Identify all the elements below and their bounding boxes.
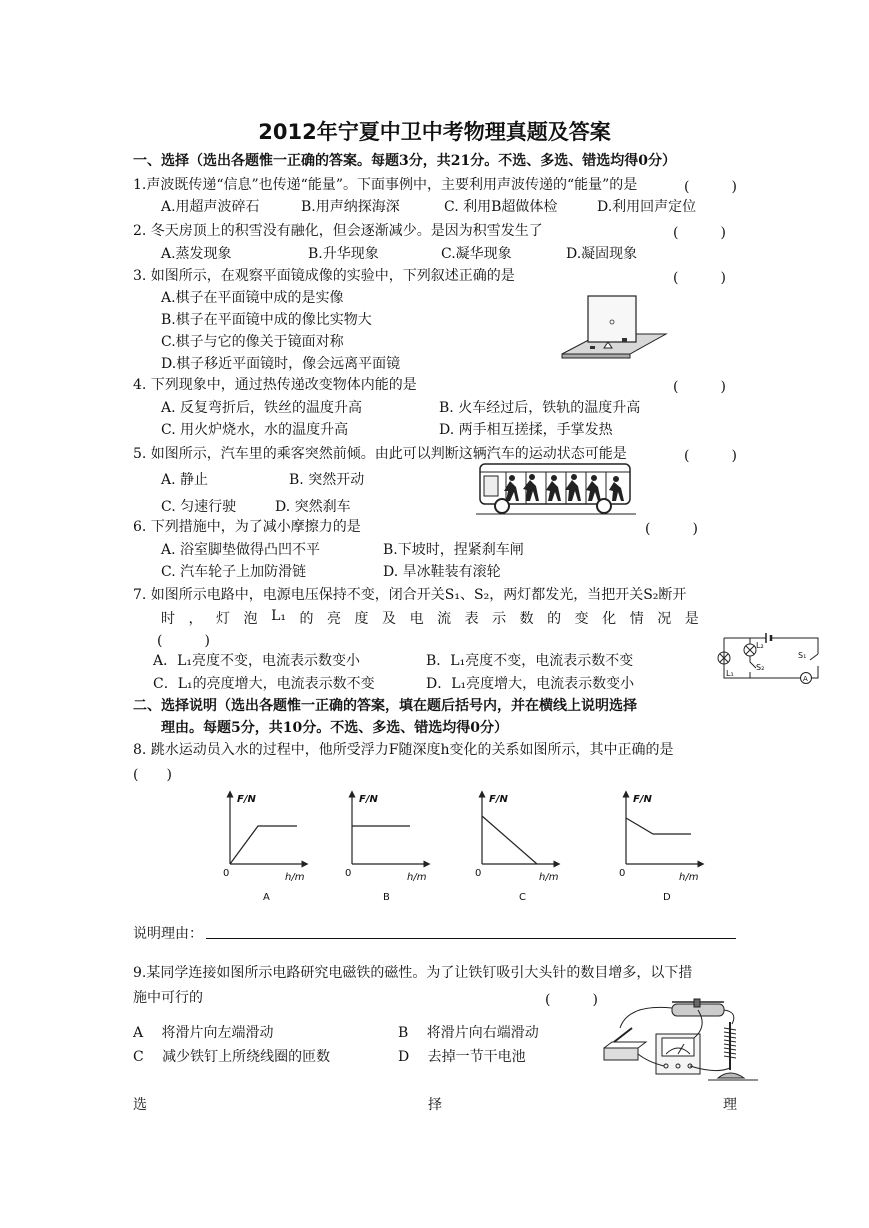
- q9-stem-line1: 9.某同学连接如图所示电路研究电磁铁的磁性。为了让铁钉吸引大头针的数目增多，以下措: [133, 965, 693, 981]
- svg-text:F/N: F/N: [237, 794, 256, 805]
- q4-stem: 4. 下列现象中，通过热传递改变物体内能的是: [133, 377, 417, 393]
- q2-answer-paren: ( ): [673, 225, 726, 241]
- q6-option-c: C. 汽车轮子上加防滑链: [161, 564, 307, 580]
- q2-option-d: D.凝固现象: [566, 246, 638, 262]
- q5-option-a: A. 静止: [161, 472, 209, 488]
- svg-text:F/N: F/N: [489, 794, 508, 805]
- q3-option-a: A.棋子在平面镜中成的是实像: [161, 290, 344, 306]
- q8-letter-a: A: [263, 892, 270, 903]
- q8-graph-a: [223, 794, 305, 903]
- svg-text:F/N: F/N: [359, 794, 378, 805]
- q8-graph-c: [475, 794, 559, 903]
- q1-option-c: C. 利用B超做体检: [444, 199, 558, 215]
- q9-stem-line2: 施中可行的: [133, 990, 203, 1006]
- q6-stem: 6. 下列措施中，为了减小摩擦力的是: [133, 519, 361, 535]
- svg-text:0: 0: [345, 868, 352, 879]
- q8-reason-blank[interactable]: [206, 938, 736, 939]
- q1-stem: 1.声波既传递“信息”也传递“能量”。下面事例中，主要利用声波传递的“能量”的是: [133, 177, 638, 193]
- q6-answer-paren: ( ): [645, 521, 698, 537]
- q7-label-ammeter: A: [803, 675, 808, 683]
- q1-option-b: B.用声纳探海深: [301, 199, 400, 215]
- svg-text:F/N: F/N: [633, 794, 652, 805]
- q3-option-c: C.棋子与它的像关于镜面对称: [161, 334, 344, 350]
- q5-stem: 5. 如图所示，汽车里的乘客突然前倾。由此可以判断这辆汽车的运动状态可能是: [133, 446, 627, 462]
- q8-graph-d: [619, 794, 701, 903]
- page-title: 2012年宁夏中卫中考物理真题及答案: [258, 120, 611, 144]
- q8-letter-d: D: [663, 892, 671, 903]
- q7-circuit-figure: [710, 628, 830, 692]
- q4-option-c: C. 用火炉烧水，水的温度升高: [161, 422, 349, 438]
- q9-reason-char-1: 选: [133, 1097, 147, 1113]
- q5-option-b: B. 突然开动: [289, 472, 365, 488]
- q6-option-d: D. 旱冰鞋装有滚轮: [383, 564, 501, 580]
- q8-graph-b: [345, 794, 427, 903]
- q9-reason-char-2: 择: [428, 1097, 442, 1113]
- q9-option-b: B 将滑片向右端滑动: [398, 1025, 539, 1041]
- q8-letter-b: B: [383, 892, 390, 903]
- section2-heading-line2: 理由。每题5分，共10分。不选、多选、错选均得0分）: [161, 720, 508, 736]
- q1-option-a: A.用超声波碎石: [161, 199, 260, 215]
- q4-answer-paren: ( ): [673, 379, 726, 395]
- q4-option-d: D. 两手相互搓揉，手掌发热: [439, 422, 613, 438]
- q7-stem-line1: 7. 如图所示电路中，电源电压保持不变，闭合开关S₁、S₂，两灯都发光，当把开关S₂断开: [133, 587, 687, 603]
- q2-option-a: A.蒸发现象: [161, 246, 232, 262]
- svg-text:h/m: h/m: [285, 872, 305, 883]
- q4-option-b: B. 火车经过后，铁轨的温度升高: [439, 400, 641, 416]
- q8-graphs-figure: [215, 788, 725, 906]
- q7-label-l2: L₂: [756, 641, 764, 650]
- q7-option-b: B．L₁亮度不变，电流表示数不变: [426, 653, 634, 669]
- q9-reason-line: [133, 1094, 737, 1114]
- q3-stem: 3. 如图所示，在观察平面镜成像的实验中，下列叙述正确的是: [133, 268, 515, 284]
- svg-text:0: 0: [619, 868, 626, 879]
- q5-answer-paren: ( ): [684, 448, 737, 464]
- svg-text:h/m: h/m: [539, 872, 559, 883]
- q2-option-c: C.凝华现象: [441, 246, 512, 262]
- q2-option-b: B.升华现象: [308, 246, 379, 262]
- q7-label-s1: S₁: [798, 651, 807, 660]
- q5-option-c: C. 匀速行驶: [161, 499, 237, 515]
- q5-bus-figure: [476, 460, 636, 518]
- q5-option-d: D. 突然刹车: [275, 499, 351, 515]
- q8-reason-label: 说明理由：: [133, 926, 203, 942]
- q1-option-d: D.利用回声定位: [597, 199, 697, 215]
- q7-label-s2: S₂: [756, 663, 765, 672]
- svg-text:0: 0: [223, 868, 230, 879]
- q4-option-a: A. 反复弯折后，铁丝的温度升高: [161, 400, 363, 416]
- q8-answer-paren: ( ): [133, 767, 172, 783]
- q2-stem: 2. 冬天房顶上的积雪没有融化，但会逐渐减少。是因为积雪发生了: [133, 223, 543, 239]
- q3-option-d: D.棋子移近平面镜时，像会远离平面镜: [161, 356, 401, 372]
- svg-text:h/m: h/m: [679, 872, 699, 883]
- q9-answer-paren: ( ): [545, 992, 598, 1008]
- q3-answer-paren: ( ): [673, 270, 726, 286]
- q3-mirror-figure: [560, 292, 670, 366]
- section2-heading-line1: 二、选择说明（选出各题惟一正确的答案，填在题后括号内，并在横线上说明选择: [133, 698, 637, 714]
- q6-option-a: A. 浴室脚垫做得凸凹不平: [161, 542, 321, 558]
- q7-option-c: C．L₁的亮度增大，电流表示数不变: [153, 676, 375, 692]
- q9-electromagnet-figure: [598, 998, 764, 1084]
- q7-stem-line2: 时 ， 灯 泡 L₁ 的 亮 度 及 电 流 表 示 数 的 变 化 情 况 是: [161, 608, 699, 627]
- svg-text:h/m: h/m: [407, 872, 427, 883]
- q8-stem: 8. 跳水运动员入水的过程中，他所受浮力F随深度h变化的关系如图所示，其中正确的是: [133, 742, 674, 758]
- q3-option-b: B.棋子在平面镜中成的像比实物大: [161, 312, 372, 328]
- q6-option-b: B.下坡时，捏紧刹车闸: [383, 542, 524, 558]
- q7-label-l1: L₁: [726, 669, 734, 678]
- svg-text:0: 0: [475, 868, 482, 879]
- section1-heading: 一、选择（选出各题惟一正确的答案。每题3分，共21分。不选、多选、错选均得0分）: [133, 153, 676, 169]
- q7-answer-paren: ( ): [157, 633, 210, 649]
- q9-option-a: A 将滑片向左端滑动: [133, 1025, 274, 1041]
- q9-option-c: C 减少铁钉上所绕线圈的匝数: [133, 1049, 331, 1065]
- q7-option-a: A．L₁亮度不变，电流表示数变小: [153, 653, 361, 669]
- q8-letter-c: C: [519, 892, 526, 903]
- q9-reason-char-3: 理: [723, 1097, 737, 1113]
- q1-answer-paren: ( ): [684, 179, 737, 195]
- q7-option-d: D．L₁亮度增大，电流表示数变小: [426, 676, 635, 692]
- q9-option-d: D 去掉一节干电池: [398, 1049, 526, 1065]
